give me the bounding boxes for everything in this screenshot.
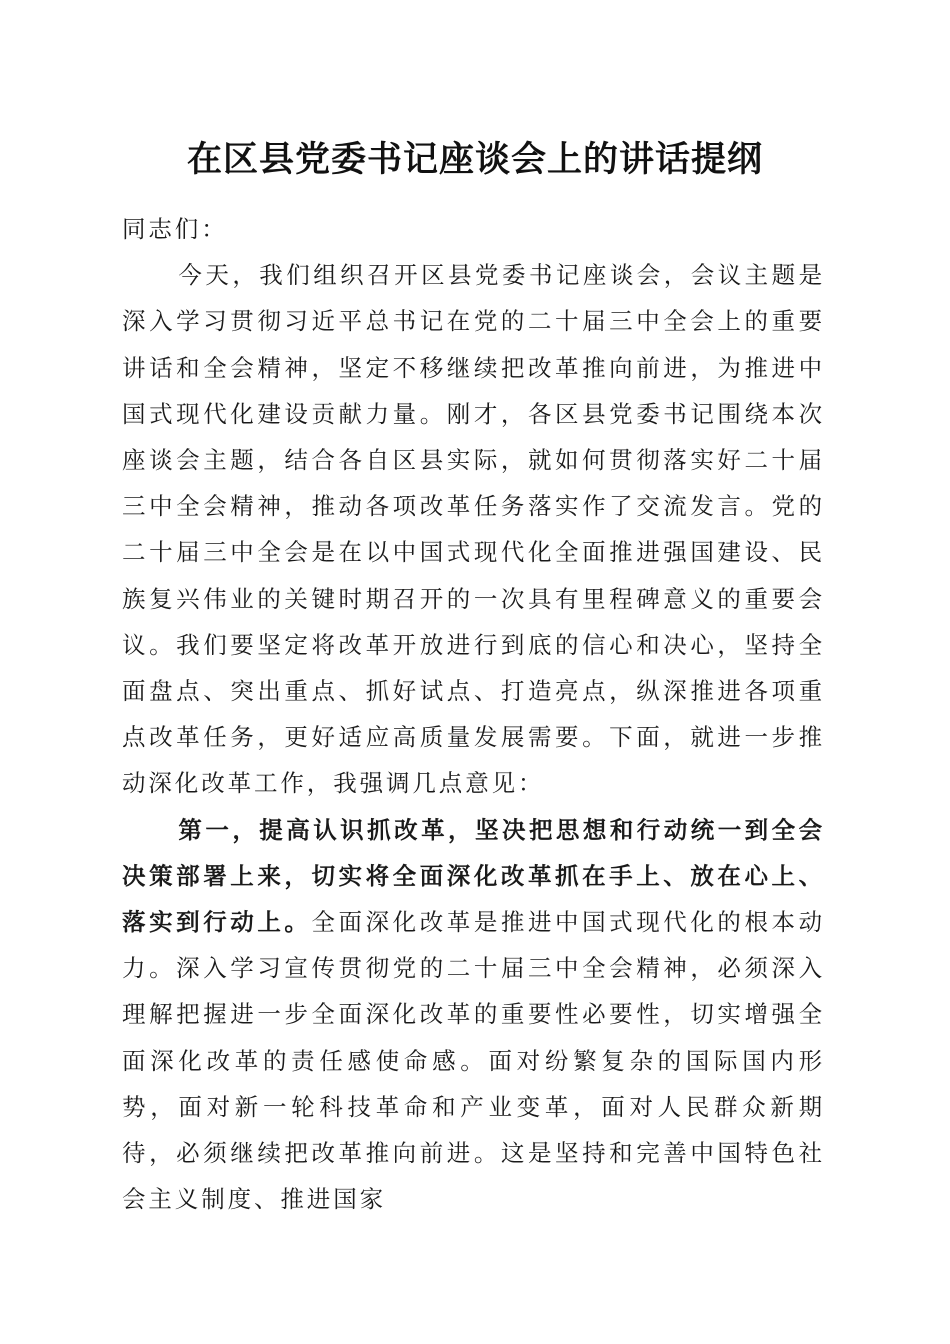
salutation: 同志们： bbox=[122, 215, 228, 243]
document-body bbox=[122, 206, 825, 1222]
first-point-body: 全面深化改革是推进中国式现代化的根本动力。深入学习宣传贯彻党的二十届三中全会精神，必须深入理解把握进一步全面深化改革的重要性必要性，切实增强全面深化改革的责任感使命感。面对纷繁复杂的国际国内形势，面对新一轮科技革命和产业变革，面对人民群众新期待，必须继续把改革推向前进。这是坚持和完善中国特色社会主义制度、推进国家 bbox=[122, 908, 825, 1214]
paragraph-first-point bbox=[122, 807, 825, 1223]
paragraph-intro: 今天，我们组织召开区县党委书记座谈会，会议主题是深入学习贯彻习近平总书记在党的二十届三中全会上的重要讲话和全会精神，坚定不移继续把改革推向前进，为推进中国式现代化建设贡献力量。刚才，各区县党委书记围绕本次座谈会主题，结合各自区县实际，就如何贯彻落实好二十届三中全会精神，推动各项改革任务落实作了交流发言。党的二十届三中全会是在以中国式现代化全面推进强国建设、民族复兴伟业的关键时期召开的一次具有里程碑意义的重要会议。我们要坚定将改革开放进行到底的信心和决心，坚持全面盘点、突出重点、抓好试点、打造亮点，纵深推进各项重点改革任务，更好适应高质量发展需要。下面，就进一步推动深化改革工作，我强调几点意见： bbox=[122, 261, 825, 798]
first-point-heading: 第一，提高认识抓改革，坚决把思想和行动统一到全会决策部署上来，切实将全面深化改革抓在手上、放在心上、落实到行动上。 bbox=[122, 815, 825, 937]
document-title: 在区县党委书记座谈会上的讲话提纲 bbox=[186, 139, 763, 180]
